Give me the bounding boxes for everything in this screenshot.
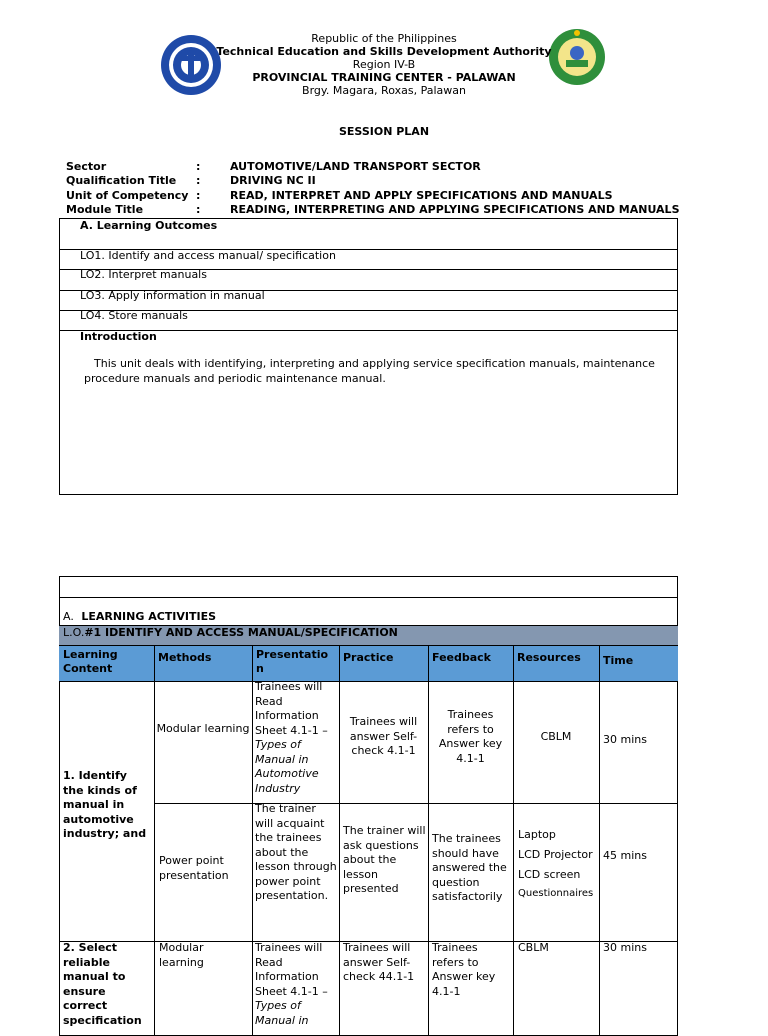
row2-method: Modular learning [159,941,204,969]
activities-heading [63,610,216,625]
resource-item: LCD Projector [518,848,593,861]
resource-item: Questionnaires [518,888,594,899]
row1a-time: 30 mins [603,733,647,746]
row2-time: 30 mins [603,941,647,954]
outcome-item: LO1. Identify and access manual/ specification [80,249,336,262]
row1a-feedback: Trainees refers to Answer key 4.1-1 [438,708,503,765]
row1a-method: Modular learning [156,722,250,735]
row1a-presentation-text: Trainees will Read Information Sheet 4.1-1 – [255,680,328,737]
row1a-presentation [255,680,337,796]
lo-prefix: L.O. [63,626,85,639]
col-feedback: Feedback [428,645,513,681]
row1-learning-content: 1. Identify the kinds of manual in automotive industry; and [63,769,147,840]
row1b-method: Power point presentation [159,854,229,882]
row1a-practice: Trainees will answer Self-check 4.1-1 [349,715,418,757]
col-resources: Resources [513,645,599,681]
col-presentation: Presentation [252,645,339,681]
meta-colon: : [196,174,201,187]
row2-feedback: Trainees refers to Answer key 4.1-1 [432,941,496,998]
header-republic: Republic of the Philippines [311,32,457,45]
row2-presentation-text: Trainees will Read Information Sheet 4.1-1 – [255,941,328,998]
meta-key: Qualification Title [66,174,177,187]
header-address: Brgy. Magara, Roxas, Palawan [302,84,466,97]
meta-value: DRIVING NC II [230,174,316,187]
meta-value: AUTOMOTIVE/LAND TRANSPORT SECTOR [230,160,481,173]
meta-key: Module Title [66,203,144,216]
header-region: Region IV-B [352,58,416,71]
introduction-heading: Introduction [80,330,157,343]
col-methods: Methods [154,645,252,681]
resource-item: LCD screen [518,868,581,881]
header-training-center: PROVINCIAL TRAINING CENTER - PALAWAN [252,71,516,84]
document-title: SESSION PLAN [338,125,430,138]
row1a-resources: CBLM [540,730,572,743]
introduction-text: This unit deals with identifying, interpreting and applying service specification manuals, maintenance procedure manuals and periodic maintenance manual. [84,357,655,385]
row1b-time: 45 mins [603,849,647,862]
row1a-presentation-italic: Types of Manual in Automotive Industry [255,738,319,795]
row1b-presentation: The trainer will acquaint the trainees about the lesson through power point presentation. [255,802,337,902]
header-agency: Technical Education and Skills Development Authority [216,45,552,58]
row1b-resources [518,825,598,900]
activities-title: LEARNING ACTIVITIES [81,610,217,623]
lo-title-text: #1 IDENTIFY AND ACCESS MANUAL/SPECIFICATION [84,626,398,639]
col-practice: Practice [339,645,428,681]
resource-item: Laptop [518,828,556,841]
meta-value: READING, INTERPRETING AND APPLYING SPECIFICATIONS AND MANUALS [230,203,680,216]
row2-presentation [255,941,337,1028]
lo-title [63,625,398,640]
meta-key: Unit of Competency [66,189,189,202]
meta-value: READ, INTERPRET AND APPLY SPECIFICATIONS AND MANUALS [230,189,613,202]
meta-colon: : [196,189,201,202]
row2-resources: CBLM [518,941,549,954]
meta-colon: : [196,203,201,216]
meta-colon: : [196,160,201,173]
activities-prefix: A. [63,610,74,623]
col-time: Time [599,645,678,681]
meta-key: Sector [66,160,107,173]
row1b-feedback: The trainees should have answered the question satisfactorily [432,832,507,903]
row2-learning-content: 2. Select reliable manual to ensure correct specification [63,941,142,1027]
row2-presentation-italic: Types of Manual in [255,999,309,1027]
row2-practice: Trainees will answer Self-check 44.1-1 [343,941,415,983]
outcome-item: LO4. Store manuals [80,309,188,322]
row1b-practice: The trainer will ask questions about the lesson presented [343,824,426,895]
outcomes-heading: A. Learning Outcomes [80,219,218,232]
outcome-item: LO2. Interpret manuals [80,268,207,281]
col-learning-content: Learning Content [59,645,154,681]
outcome-item: LO3. Apply information in manual [80,289,265,302]
